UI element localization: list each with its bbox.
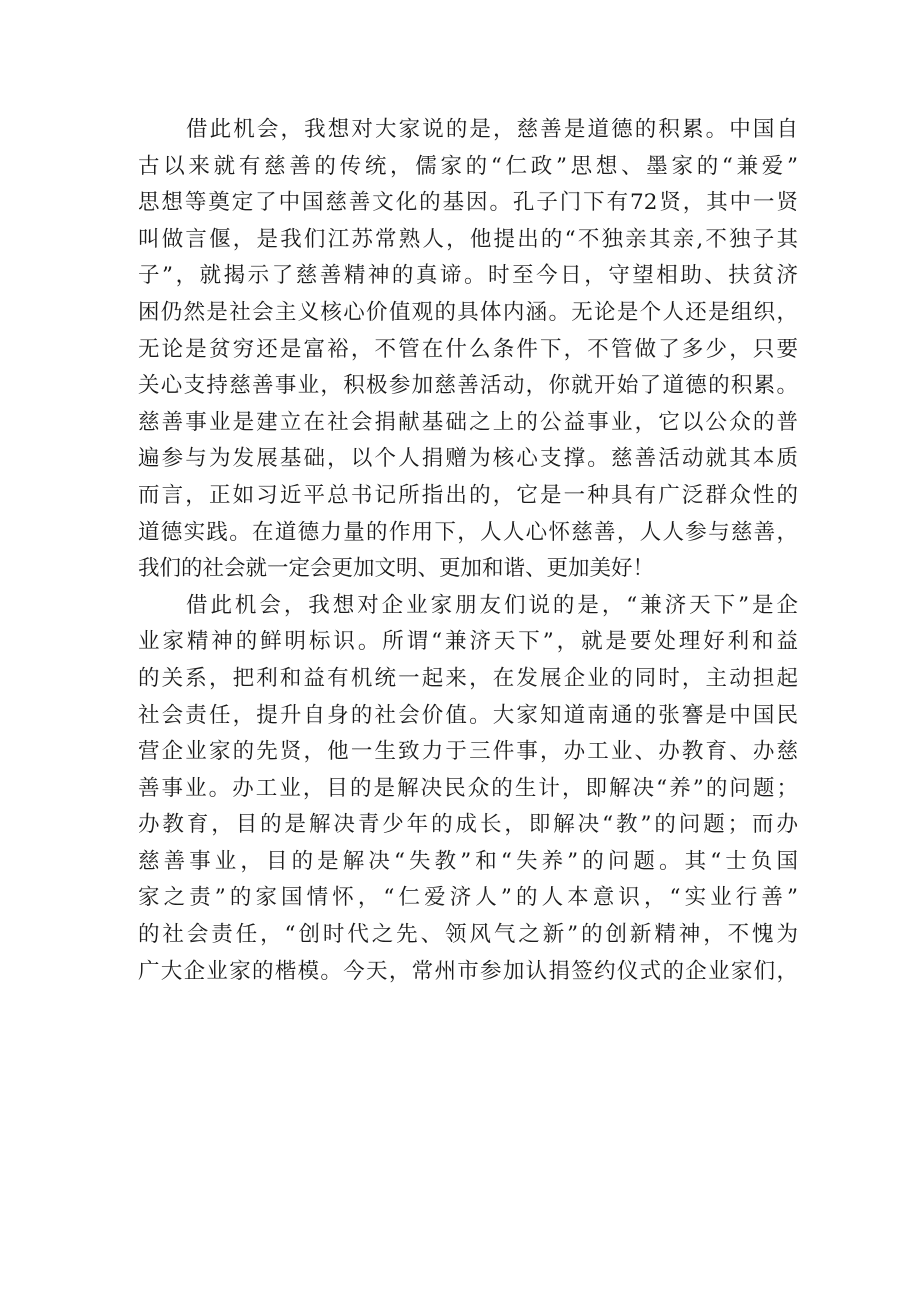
- text-line: 社会责任，提升自身的社会价值。大家知道南通的张謇是中国民: [138, 702, 798, 728]
- text-line: 善事业。办工业，目的是解决民众的生计，即解决“养”的问题；: [138, 775, 798, 801]
- paragraph: [138, 588, 798, 991]
- text-line: 广大企业家的楷模。今天，常州市参加认捐签约仪式的企业家们，: [138, 958, 798, 984]
- paragraph: [138, 112, 798, 588]
- text-line: 遍参与为发展基础，以个人捐赠为核心支撑。慈善活动就其本质: [138, 446, 798, 472]
- text-line: 困仍然是社会主义核心价值观的具体内涵。无论是个人还是组织，: [138, 299, 798, 325]
- text-line: 办教育，目的是解决青少年的成长，即解决“教”的问题；而办: [138, 812, 798, 838]
- text-line: 叫做言偃，是我们江苏常熟人，他提出的“不独亲其亲,不独子其: [138, 226, 798, 252]
- text-line: 关心支持慈善事业，积极参加慈善活动，你就开始了道德的积累。: [138, 373, 798, 399]
- text-line: 子”，就揭示了慈善精神的真谛。时至今日，守望相助、扶贫济: [138, 263, 798, 289]
- text-line: 而言，正如习近平总书记所指出的，它是一种具有广泛群众性的: [138, 482, 798, 508]
- text-line: 的关系，把利和益有机统一起来，在发展企业的同时，主动担起: [138, 665, 798, 691]
- text-line: 借此机会，我想对企业家朋友们说的是，“兼济天下”是企: [186, 592, 798, 618]
- text-line: 慈善事业，目的是解决“失教”和“失养”的问题。其“士负国: [138, 848, 798, 874]
- text-line: 的社会责任，“创时代之先、领风气之新”的创新精神，不愧为: [138, 922, 798, 948]
- text-line: 借此机会，我想对大家说的是，慈善是道德的积累。中国自: [186, 117, 798, 142]
- text-line: 思想等奠定了中国慈善文化的基因。孔子门下有72贤，其中一贤: [138, 190, 798, 216]
- text-line: 慈善事业是建立在社会捐献基础之上的公益事业，它以公众的普: [138, 409, 798, 435]
- document-body: [138, 112, 798, 990]
- text-line: 业家精神的鲜明标识。所谓“兼济天下”，就是要处理好利和益: [138, 629, 798, 655]
- text-line: 家之责”的家国情怀，“仁爱济人”的人本意识，“实业行善”: [138, 885, 798, 911]
- text-line: 我们的社会就一定会更加文明、更加和谐、更加美好！: [138, 556, 655, 582]
- text-line: 无论是贫穷还是富裕，不管在什么条件下，不管做了多少，只要: [138, 336, 798, 362]
- text-line: 营企业家的先贤，他一生致力于三件事，办工业、办教育、办慈: [138, 739, 798, 765]
- text-line: 古以来就有慈善的传统，儒家的“仁政”思想、墨家的“兼爱”: [138, 153, 798, 179]
- text-line: 道德实践。在道德力量的作用下，人人心怀慈善，人人参与慈善，: [138, 519, 798, 545]
